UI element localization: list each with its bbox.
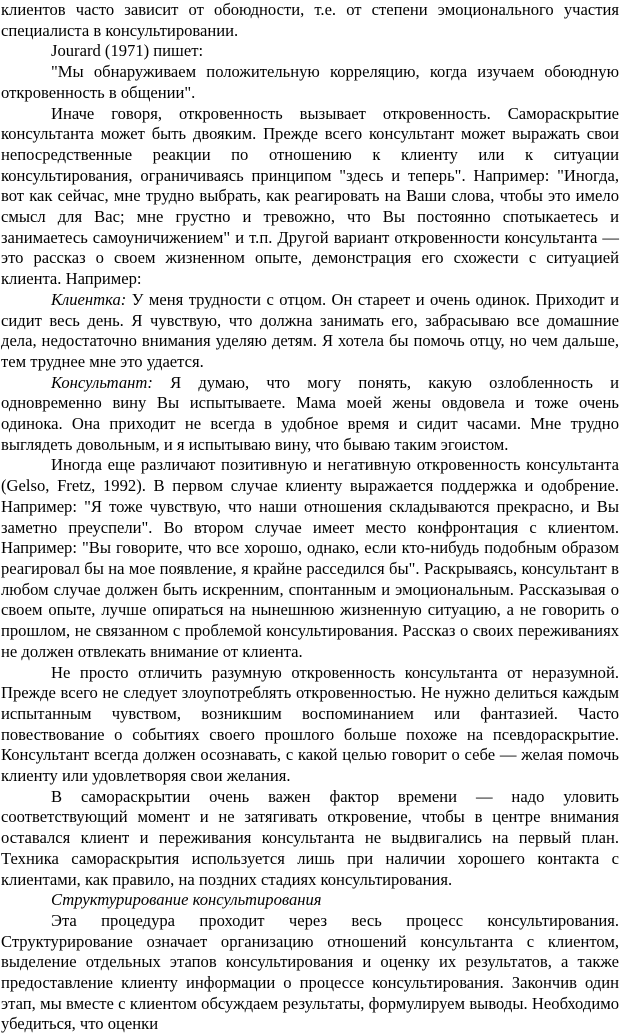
quote-paragraph: "Мы обнаруживаем положительную корреляцию, когда изучаем обоюдную откровенность в общении".: [1, 62, 619, 102]
paragraph: Не просто отличить разумную откровенность консультанта от неразумной. Прежде всего не следует злоупотреблять откровенностью. Не нужно делиться каждым испытанным чувством, возникшим воспоминанием или фантазией. Часто повествование о событиях своего прошлого больше похоже на псевдораскрытие. Консультант всегда должен осознавать, с какой целью говорит о себе — желая помочь клиенту или удовлетворяя свои желания.: [1, 662, 619, 786]
speaker-label: Клиентка:: [51, 289, 127, 309]
speaker-label: Консультант:: [51, 372, 153, 392]
section-heading: Структурирование консультирования: [51, 890, 322, 910]
dialogue-client: Клиентка: У меня трудности с отцом. Он стареет и очень одинок. Приходит и сидит весь день. Я чувствую, что должна занимать его, забрасываю все домашние дела, недостаточно внимания уделяю детям. Я хотела бы помочь отцу, но чем дальше, тем труднее мне это удается.: [1, 289, 619, 371]
paragraph: Jourard (1971) пишет:: [51, 41, 204, 61]
paragraph: клиентов часто зависит от обоюдности, т.е. от степени эмоционального участия специалиста в консультировании.: [1, 0, 619, 40]
paragraph: Эта процедура проходит через весь процесс консультирования. Структурирование означает организацию отношений консультанта с клиентом, выделение отдельных этапов консультирования и оценку их результатов, а также предоставление клиенту информации о процессе консультирования. Закончив один этап, мы вместе с клиентом обсуждаем результаты, формулируем выводы. Необходимо убедиться, что оценки: [1, 910, 619, 1034]
dialogue-counselor: Консультант: Я думаю, что могу понять, какую озлобленность и одновременно вину Вы испытываете. Мама моей жены овдовела и тоже очень одинока. Она приходит не всегда в удобное время и сидит часами. Мне трудно выглядеть довольным, и я испытываю вину, что бываю таким эгоистом.: [1, 372, 619, 454]
paragraph: Иногда еще различают позитивную и негативную откровенность консультанта (Gelso, Fretz, 1992). В первом случае клиенту выражается поддержка и одобрение. Например: "Я тоже чувствую, что наши отношения складываются прекрасно, и Вы заметно преуспели". Во втором случае имеет место конфронтация с клиентом. Например: "Вы говорите, что все хорошо, однако, если кто-нибудь подобным образом реагировал бы на мое появление, я крайне расседился бы". Раскрываясь, консультант в любом случае должен быть искренним, спонтанным и эмоциональным. Рассказывая о своем опыте, лучше опираться на нынешнюю жизненную ситуацию, а не говорить о прошлом, не связанном с проблемой консультирования. Рассказ о своих переживаниях не должен отвлекать внимание от клиента.: [1, 455, 619, 661]
paragraph: В самораскрытии очень важен фактор времени — надо уловить соответствующий момент и не затягивать откровение, чтобы в центре внимания оставался клиент и переживания консультанта не выдвигались на первый план. Техника самораскрытия используется лишь при наличии хорошего контакта с клиентами, как правило, на поздних стадиях консультирования.: [1, 786, 619, 889]
paragraph: Иначе говоря, откровенность вызывает откровенность. Самораскрытие консультанта может быть двояким. Прежде всего консультант может выражать свои непосредственные реакции по отношению к клиенту или к ситуации консультирования, ограничиваясь принципом "здесь и теперь". Например: "Иногда, вот как сейчас, мне трудно выбрать, как реагировать на Ваши слова, чтобы это имело смысл для Вас; мне грустно и тревожно, что Вы постоянно спотыкаетесь и занимаетесь самоуничижением" и т.п. Другой вариант откровенности консультанта — это рассказ о своем жизненном опыте, демонстрация его схожести с ситуацией клиента. Например:: [1, 103, 619, 289]
